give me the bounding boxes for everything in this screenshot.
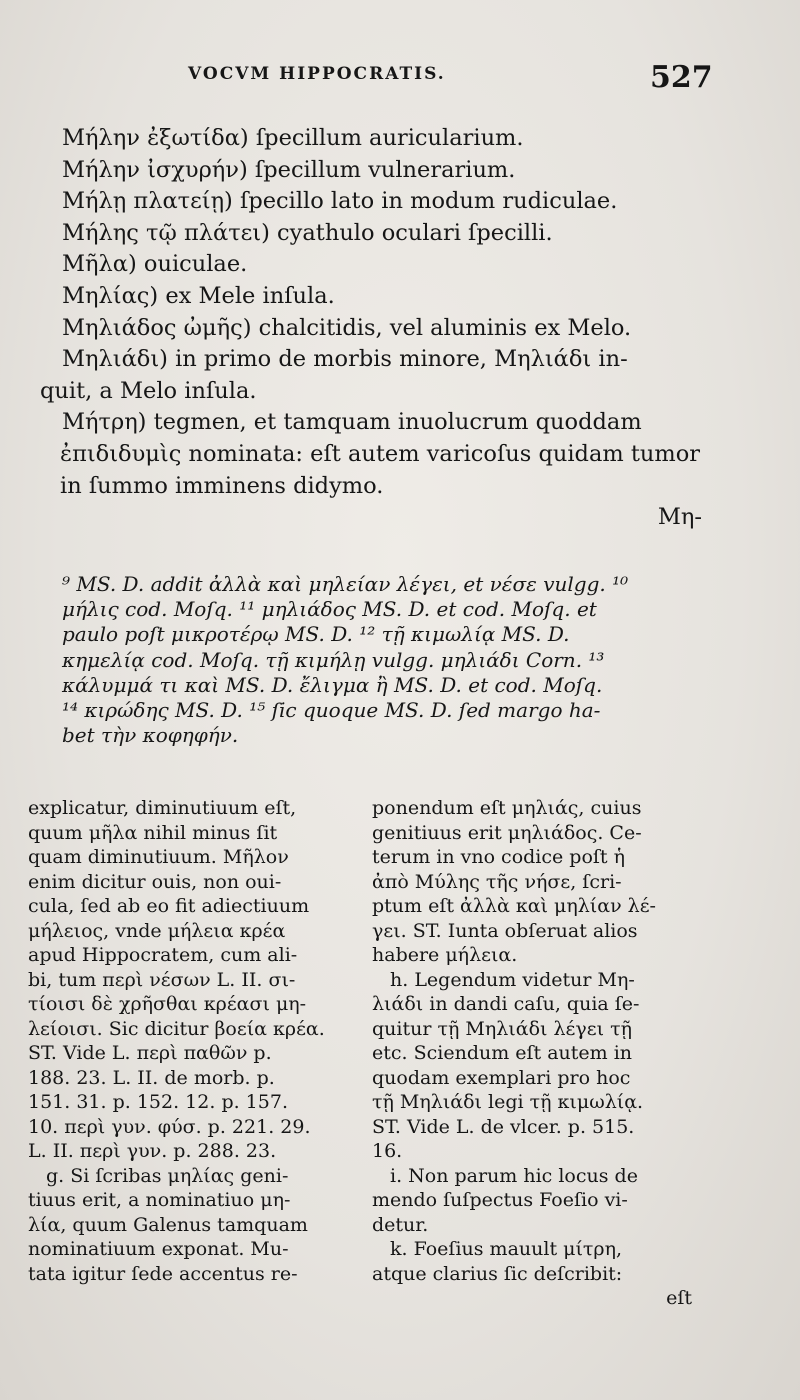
- commentary-line: ponendum eſt μηλιάς, cuius: [372, 797, 642, 819]
- commentary-line: mendo ſuſpectus Foeſio vi-: [372, 1189, 628, 1211]
- entry-line: quit, a Melo inſula.: [40, 377, 257, 404]
- commentary-line: apud Hippocratem, cum ali-: [28, 944, 298, 966]
- commentary-line: λιάδι in dandi caſu, quia ſe-: [372, 993, 640, 1015]
- footnote-line: paulo poſt μικροτέρῳ MS. D. ¹² τῇ κιμωλίᾳ MS. D.: [62, 622, 570, 647]
- entry-line: Μήλης τῷ πλάτει) cyathulo oculari ſpecilli.: [62, 219, 553, 246]
- entry-line: Μήλην ἐξωτίδα) ſpecillum auricularium.: [62, 125, 524, 151]
- commentary-left-column: [28, 796, 348, 1286]
- commentary-line: ST. Vide L. de vlcer. p. 515.: [372, 1115, 635, 1138]
- entry-line: Μήλην ἰσχυρήν) ſpecillum vulnerarium.: [62, 156, 516, 183]
- commentary-line: nominatiuum exponat. Mu-: [28, 1238, 289, 1260]
- commentary-line: λείοισι. Sic dicitur βοεία κρέα.: [28, 1017, 325, 1040]
- entry-line: ἐπιδιδυμὶς nominata: eſt autem varicoſus quidam tumor: [60, 440, 701, 467]
- commentary-line: ἀπὸ Μύλης τῆς νήσε, ſcri-: [372, 870, 622, 893]
- catchword: Μη-: [657, 504, 702, 531]
- entry-line: Μήλῃ πλατείῃ) ſpecillo lato in modum rudiculae.: [62, 188, 618, 215]
- footnote-line: ⁹ MS. D. addit ἀλλὰ καὶ μηλείαν λέγει, et νέσε vulgg. ¹⁰: [62, 572, 629, 596]
- commentary-line: λία, quum Galenus tamquam: [28, 1213, 308, 1236]
- commentary-line: bi, tum περὶ νέσων L. II. σι-: [28, 968, 296, 991]
- commentary-line: cula, ſed ab eo fit adiectiuum: [28, 895, 310, 917]
- commentary-line: ST. Vide L. περὶ παθῶν p.: [28, 1042, 272, 1064]
- footnote-line: μήλις cod. Moſq. ¹¹ μηλιάδος MS. D. et cod. Moſq. et: [62, 597, 597, 622]
- commentary-line: L. II. περὶ γυν. p. 288. 23.: [28, 1140, 277, 1162]
- entry-line: Μηλιάδι) in primo de morbis minore, Μηλιάδι in-: [62, 346, 628, 373]
- entry-line: Μηλιάδος ὠμῆς) chalcitidis, vel aluminis ex Melo.: [62, 314, 632, 341]
- commentary-line: k. Foeſius mauult μίτρη,: [390, 1238, 623, 1260]
- commentary-line: explicatur, diminutiuum eſt,: [28, 797, 297, 819]
- commentary-line: quitur τῇ Μηλιάδι λέγει τῇ: [372, 1017, 632, 1040]
- commentary-line: 10. περὶ γυν. φύσ. p. 221. 29.: [28, 1115, 311, 1138]
- commentary-right-column: [372, 796, 692, 1311]
- footnote-line: ¹⁴ κιρώδης MS. D. ¹⁵ ſic quoque MS. D. ſed margo ha-: [62, 698, 601, 723]
- commentary-line: τίοισι δὲ χρῆσθαι κρέασι μη-: [28, 993, 307, 1015]
- commentary-line: i. Non parum hic locus de: [390, 1164, 638, 1187]
- commentary-line: μήλειος, vnde μήλεια κρέα: [28, 919, 286, 942]
- commentary-line: quodam exemplari pro hoc: [372, 1066, 631, 1089]
- commentary-line: 16.: [372, 1140, 403, 1162]
- commentary-line: terum in vno codice poſt ἡ: [372, 846, 625, 868]
- running-head: VOCVM HIPPOCRATIS.: [188, 64, 446, 84]
- commentary-line: 151. 31. p. 152. 12. p. 157.: [28, 1091, 288, 1113]
- commentary-line: h. Legendum videtur Μη-: [390, 968, 635, 991]
- commentary-line: τῇ Μηλιάδι legi τῇ κιμωλίᾳ.: [372, 1091, 644, 1113]
- commentary-line: 188. 23. L. II. de morb. p.: [28, 1066, 275, 1089]
- commentary-line: genitiuus erit μηλιάδος. Ce-: [372, 821, 642, 844]
- footnote-line: bet τὴν κοφηφήν.: [62, 723, 239, 748]
- commentary-line: tata igitur ſede accentus re-: [28, 1262, 298, 1285]
- commentary-line: γει. ST. Iunta obſeruat alios: [372, 919, 638, 942]
- commentary-line: detur.: [372, 1213, 429, 1236]
- entry-line: in ſummo imminens didymo.: [60, 472, 384, 499]
- catchword: eſt: [666, 1287, 692, 1309]
- commentary-line: atque clarius ſic deſcribit:: [372, 1262, 623, 1285]
- commentary-line: quam diminutiuum. Μῆλον: [28, 846, 289, 868]
- commentary-line: etc. Sciendum eſt autem in: [372, 1042, 633, 1064]
- page-number: 527: [650, 60, 713, 95]
- footnote-line: κάλυμμά τι καὶ MS. D. ἔλιγμα ἢ MS. D. et cod. Moſq.: [62, 672, 603, 697]
- commentary-line: quum μῆλα nihil minus ſit: [28, 821, 278, 844]
- commentary-line: tiuus erit, a nominatiuo μη-: [28, 1189, 291, 1211]
- commentary-line: g. Si ſcribas μηλίας geni-: [46, 1164, 289, 1187]
- entry-line: Μήτρη) tegmen, et tamquam inuolucrum quoddam: [62, 409, 642, 436]
- commentary-line: enim dicitur ouis, non oui-: [28, 870, 282, 893]
- footnote-line: κημελίᾳ cod. Moſq. τῇ κιμήλῃ vulgg. μηλιάδι Corn. ¹³: [62, 647, 605, 672]
- glossary-entries: [40, 123, 702, 534]
- footnotes: [62, 572, 702, 748]
- commentary-line: ptum eſt ἀλλὰ καὶ μηλίαν λέ-: [372, 895, 656, 917]
- entry-line: Μῆλα) ouiculae.: [62, 251, 248, 278]
- entry-line: Μηλίας) ex Mele inſula.: [62, 282, 335, 309]
- commentary-line: habere μήλεια.: [372, 944, 518, 966]
- page-header: [0, 60, 800, 110]
